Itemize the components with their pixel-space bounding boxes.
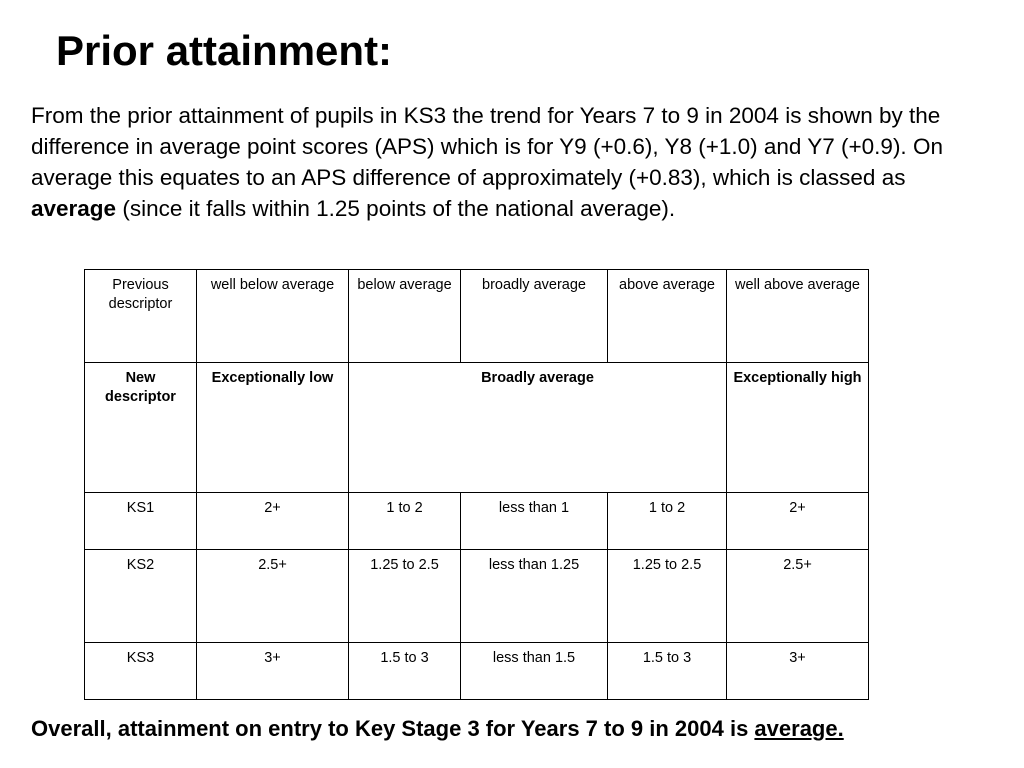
row-label: KS2 xyxy=(85,550,197,643)
row-label: KS1 xyxy=(85,493,197,550)
descriptor-table xyxy=(84,269,869,700)
table-cell: 1.25 to 2.5 xyxy=(349,550,461,643)
conclusion-text: Overall, attainment on entry to Key Stage 3 for Years 7 to 9 in 2004 is xyxy=(31,716,755,741)
previous-descriptor-cell: above average xyxy=(608,270,727,363)
intro-text-after: (since it falls within 1.25 points of the national average). xyxy=(116,196,676,221)
table-row-ks1 xyxy=(85,493,869,550)
table-cell: 3+ xyxy=(727,643,869,700)
table-cell: 3+ xyxy=(197,643,349,700)
conclusion-emphasis: average. xyxy=(754,716,844,741)
table-cell: 2+ xyxy=(197,493,349,550)
conclusion-statement xyxy=(31,714,844,744)
previous-descriptor-cell: well above average xyxy=(727,270,869,363)
table-cell: less than 1 xyxy=(461,493,608,550)
table-row-ks3 xyxy=(85,643,869,700)
new-descriptor-cell: Broadly average xyxy=(349,363,727,493)
table-cell: 2.5+ xyxy=(727,550,869,643)
new-descriptor-row xyxy=(85,363,869,493)
previous-descriptor-cell: broadly average xyxy=(461,270,608,363)
intro-emphasis: average xyxy=(31,196,117,221)
table-cell: 1 to 2 xyxy=(608,493,727,550)
table-cell: 2+ xyxy=(727,493,869,550)
new-descriptor-label: New descriptor xyxy=(85,363,197,493)
new-descriptor-cell: Exceptionally low xyxy=(197,363,349,493)
table-cell: 1.5 to 3 xyxy=(608,643,727,700)
previous-descriptor-row xyxy=(85,270,869,363)
intro-text-before: From the prior attainment of pupils in KS3 the trend for Years 7 to 9 in 2004 is shown by the difference in average point scores (APS) which is for Y9 (+0.6), Y8 (+1.0) and Y7 (+0.9). On average this equates to an APS difference of approximately (+0.83), which is classed as xyxy=(31,103,943,190)
table-row-ks2 xyxy=(85,550,869,643)
slide-title: Prior attainment: xyxy=(56,27,393,74)
new-descriptor-cell: Exceptionally high xyxy=(727,363,869,493)
table-cell: 1 to 2 xyxy=(349,493,461,550)
table-cell: 1.25 to 2.5 xyxy=(608,550,727,643)
intro-paragraph xyxy=(31,100,961,224)
previous-descriptor-label: Previous descriptor xyxy=(85,270,197,363)
row-label: KS3 xyxy=(85,643,197,700)
table-cell: less than 1.5 xyxy=(461,643,608,700)
table-cell: 1.5 to 3 xyxy=(349,643,461,700)
table-cell: 2.5+ xyxy=(197,550,349,643)
previous-descriptor-cell: below average xyxy=(349,270,461,363)
table-cell: less than 1.25 xyxy=(461,550,608,643)
previous-descriptor-cell: well below average xyxy=(197,270,349,363)
